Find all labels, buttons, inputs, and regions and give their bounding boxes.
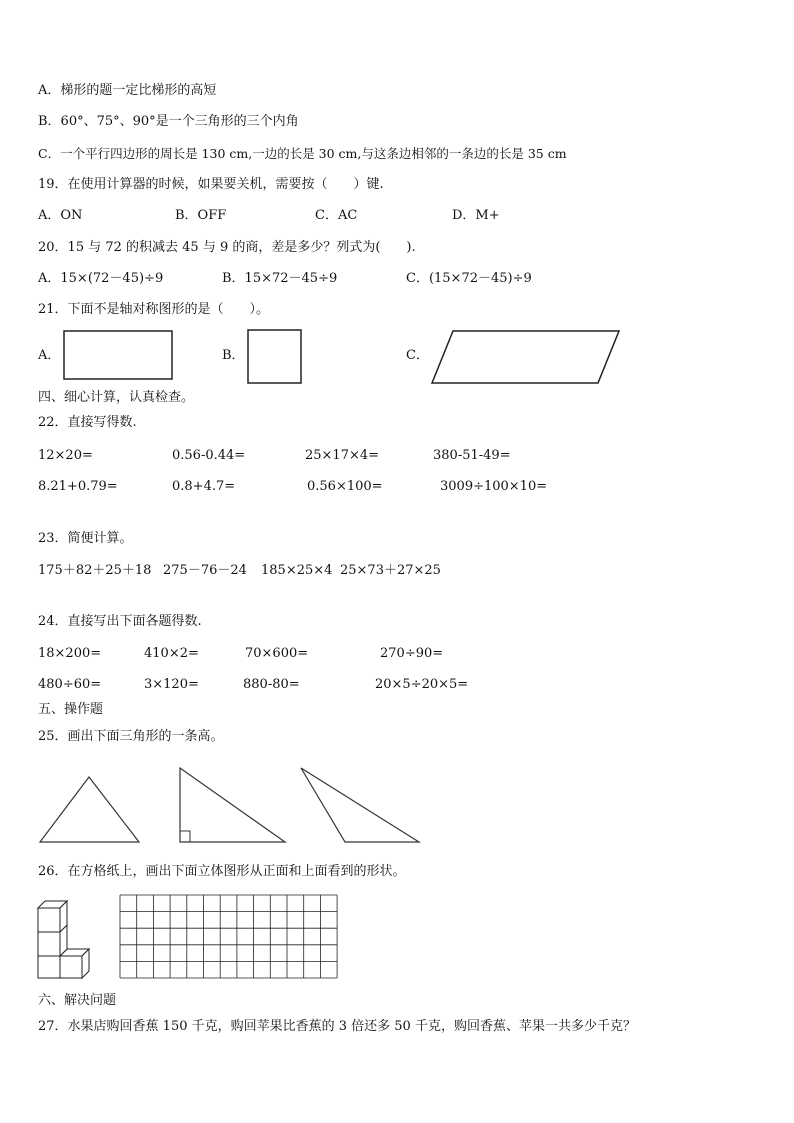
- q22-expr: 0.56×100=: [307, 479, 383, 494]
- q24-expr: 18×200=: [38, 646, 102, 661]
- q19-option-a: A．ON: [38, 208, 83, 223]
- q22-expr: 0.8+4.7=: [172, 479, 236, 494]
- question-27: 27．水果店购回香蕉 150 千克，购回苹果比香蕉的 3 倍还多 50 千克，购回香蕉、苹果一共多少千克？: [38, 1019, 636, 1034]
- q19-option-d: D．M+: [452, 208, 500, 223]
- grid-paper: [120, 895, 337, 978]
- q21-label-b: B．: [222, 348, 245, 363]
- question-25: 25．画出下面三角形的一条高。: [38, 729, 224, 744]
- q21-label-a: A．: [38, 348, 61, 363]
- q23-expr: 185×25×4: [261, 563, 333, 578]
- q23-expr: 275－76－24: [163, 563, 247, 578]
- q20-option-c: C．(15×72－45)÷9: [406, 271, 532, 286]
- q20-option-a: A．15×(72－45)÷9: [38, 271, 164, 286]
- q19-option-b: B．OFF: [175, 208, 227, 223]
- question-20: 20．15 与 72 的积减去 45 与 9 的商，差是多少？列式为( ).: [38, 240, 416, 255]
- section-4-heading: 四、细心计算，认真检查。: [38, 390, 195, 405]
- section-6-heading: 六、解决问题: [38, 993, 117, 1008]
- question-26: 26．在方格纸上，画出下面立体图形从正面和上面看到的形状。: [38, 864, 406, 879]
- q24-expr: 20×5÷20×5=: [375, 677, 469, 692]
- q23-expr: 175＋82＋25＋18: [38, 563, 152, 578]
- q22-expr: 12×20=: [38, 448, 93, 463]
- q22-expr: 25×17×4=: [305, 448, 380, 463]
- q22-expr: 380-51-49=: [433, 448, 511, 463]
- question-24: 24．直接写出下面各题得数.: [38, 614, 202, 629]
- q19-option-c: C．AC: [315, 208, 358, 223]
- option-b-angles: B．60°、75°、90°是一个三角形的三个内角: [38, 114, 299, 129]
- q22-expr: 3009÷100×10=: [440, 479, 548, 494]
- q24-expr: 480÷60=: [38, 677, 102, 692]
- q22-expr: 8.21+0.79=: [38, 479, 118, 494]
- option-a-trapezoid: A．梯形的题一定比梯形的高短: [38, 83, 217, 98]
- option-c-parallelogram: C．一个平行四边形的周长是 130 cm,一边的长是 30 cm,与这条边相邻的一条边的长是 35 cm: [38, 146, 567, 161]
- q24-expr: 70×600=: [245, 646, 309, 661]
- q20-option-b: B．15×72－45÷9: [222, 271, 338, 286]
- q24-expr: 880-80=: [243, 677, 300, 692]
- question-19: 19．在使用计算器的时候，如果要关机，需要按（ ）键.: [38, 177, 384, 192]
- q22-expr: 0.56-0.44=: [172, 448, 246, 463]
- question-22: 22．直接写得数.: [38, 415, 137, 430]
- cube-stack: [38, 901, 89, 978]
- q24-expr: 410×2=: [144, 646, 199, 661]
- question-23: 23．简便计算。: [38, 531, 133, 546]
- q21-label-c: C．: [406, 348, 429, 363]
- q23-expr: 25×73＋27×25: [340, 563, 441, 578]
- question-21: 21．下面不是轴对称图形的是（ ）。: [38, 302, 270, 317]
- section-5-heading: 五、操作题: [38, 702, 104, 717]
- q24-expr: 3×120=: [144, 677, 199, 692]
- q24-expr: 270÷90=: [380, 646, 444, 661]
